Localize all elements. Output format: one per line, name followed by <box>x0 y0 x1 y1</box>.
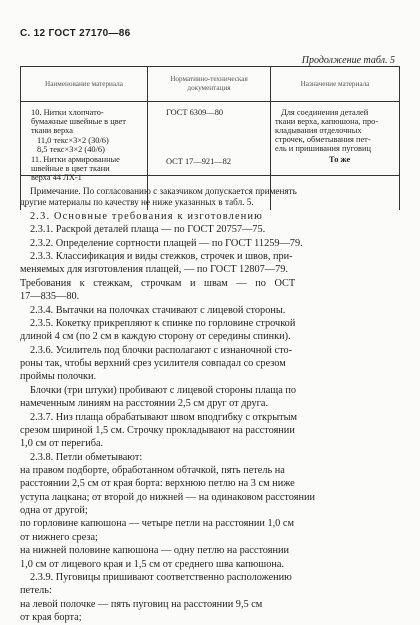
purpose-line: ткани верха, капюшона, про- <box>275 117 379 126</box>
body-line: Блочки (три штуки) пробивают с лицевой стороны плаща по <box>30 384 297 396</box>
material-line: 10. Нитки хлопчато- <box>31 108 104 117</box>
body-line: от края борта; <box>20 612 82 623</box>
material-line: верха 44 ЛХ-1 <box>31 173 82 182</box>
note-line: другие материалы по качеству не ниже указанных в табл. 5. <box>20 197 254 207</box>
body-line: 2.3.4. Вытачки на полочках стачивают с лицевой стороны. <box>30 304 286 316</box>
table-bottom-rule <box>20 175 400 176</box>
material-line: 11,0 текс×3×2 (30/6) <box>37 136 109 145</box>
material-line: 11. Нитки армированные <box>31 155 120 164</box>
col-header-purpose: Назначение материала <box>271 67 400 102</box>
table-continuation-label: Продолжение табл. 5 <box>301 55 395 66</box>
body-line: 2.3.5. Кокетку прикрепляют к спинке по горловине строчкой <box>30 317 296 329</box>
body-line: расстоянии 2,5 см от края борта: верхнюю петлю на 3 см ниже <box>20 478 295 490</box>
purpose-line: строчек, обметывания пет- <box>275 135 371 144</box>
material-line: швейные в цвет ткани <box>31 164 110 173</box>
body-line: 2.3.9. Пуговицы пришивают соответственно расположению <box>30 571 292 583</box>
material-line: бумажные швейные в цвет <box>31 117 126 126</box>
body-line: срезом шириной 1,5 см. Строчку прокладывают на расстоянии <box>20 424 295 436</box>
body-line: 2.3.6. Усилитель под блочки располагают с изнаночной сто- <box>30 344 293 356</box>
body-line: 2.3.2. Определение сортности плащей — по ГОСТ 11259—79. <box>30 237 303 249</box>
ntd-line: ОСТ 17—921—82 <box>166 157 232 166</box>
body-line: уступа лацкана; от второй до нижней — на одинаковом расстоянии <box>20 491 315 503</box>
body-line: 2.3.8. Петли обметывают: <box>30 451 143 463</box>
body-line: роны так, чтобы верхний срез усилителя совпадал со срезом <box>20 358 286 370</box>
col-header-material: Наименование материала <box>21 67 148 102</box>
purpose-line: То же <box>329 155 351 164</box>
purpose-line: Для соединения деталей <box>281 108 369 117</box>
body-line: петель: <box>20 585 52 597</box>
section-heading: 2.3. Основные требования к изготовлению <box>30 211 264 222</box>
body-line: 1,0 см от перегиба. <box>20 438 104 450</box>
body-line: 17—835—80. <box>20 291 80 303</box>
note-line: Примечание. По согласованию с заказчиком допускается применять <box>30 186 297 196</box>
body-line: намеченным линиям на расстоянии 2,5 см друг от друга. <box>20 398 269 410</box>
col-header-ntd: Нормативно-техническая документация <box>148 67 271 102</box>
page-header: С. 12 ГОСТ 27170—86 <box>20 28 131 39</box>
body-line: на правом подборте, обработанном обтачкой, пять петель на <box>20 464 285 476</box>
purpose-line: кладывания отделочных <box>275 126 362 135</box>
purpose-line: ель и пришивания пуговиц <box>275 144 371 153</box>
ntd-line: ГОСТ 6309—80 <box>166 108 224 117</box>
body-line: на левой полочке — пять пуговиц на расстоянии 9,5 см <box>20 598 263 610</box>
material-line: 8,5 текс×3×2 (40/6) <box>37 145 105 154</box>
body-line: от нижнего среза; <box>20 531 98 543</box>
body-line: длиной 4 см (по 2 см в каждую сторону от середины спинки). <box>20 331 291 343</box>
body-line: 1,0 см от лицевого края и 1,5 см от среднего шва капюшона. <box>20 558 285 570</box>
body-line: 2.3.1. Раскрой деталей плаща — по ГОСТ 20757—75. <box>30 224 266 236</box>
body-line: 2.3.7. Низ плаща обрабатывают швом вподгибку с открытым <box>30 411 298 423</box>
body-line: на нижней половине капюшона — одну петлю на расстоянии <box>20 545 290 557</box>
body-line: 2.3.3. Классификация и виды стежков, строчек и швов, при- <box>30 251 293 263</box>
body-line: Требования к стежкам, строчкам и швам — по ОСТ <box>20 277 296 289</box>
body-line: по горловине капюшона — четыре петли на расстоянии 1,0 см <box>20 518 294 530</box>
material-line: ткани верха <box>31 126 73 135</box>
body-line: проймы полочки. <box>20 371 97 383</box>
body-line: одна от другой; <box>20 505 88 517</box>
body-line: меняемых для изготовления плащей, — по ГОСТ 12807—79. <box>20 264 288 276</box>
